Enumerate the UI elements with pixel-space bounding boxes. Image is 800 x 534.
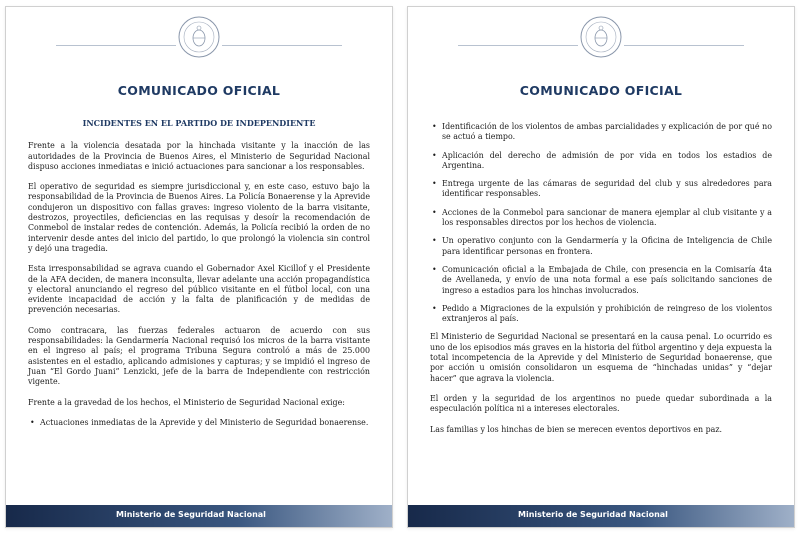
demands-list — [28, 418, 370, 428]
paragraph: El Ministerio de Seguridad Nacional se presentará en la causa penal. Lo ocurrido es uno de los episodios más graves en la historia del fútbol argentino y deja expuesta la total incompetencia de la Aprevide y del Ministerio de Seguridad bonaerense, que por acción u omisión consolidaron un esquema de “hinchadas unidas” y “dejar hacer” que agrava la violencia. — [430, 332, 772, 383]
paragraph: Las familias y los hinchas de bien se merecen eventos deportivos en paz. — [430, 424, 723, 434]
list-item: • Identificación de los violentos de ambas parcialidades y explicación de por qué no se actuó a tiempo. — [430, 122, 772, 143]
page-footer — [6, 505, 392, 527]
page-header — [408, 7, 794, 77]
paragraph: Como contracara, las fuerzas federales actuaron de acuerdo con sus responsabilidades: la Gendarmería Nacional requisó los micros de la barra visitante en el ingreso al país; el programa Tribuna Segura controló a más de 25.000 asistentes en el estadio, aplicando admisiones y capturas; y se impidió el ingreso de Juan “El Gordo Juani” Lenzicki, jefe de la barra de Independiente con restricción vigente. — [28, 325, 370, 387]
page-content — [408, 122, 794, 435]
document-page-left — [5, 6, 393, 528]
page-footer — [408, 505, 794, 527]
page-header — [6, 7, 392, 77]
list-item: • Pedido a Migraciones de la expulsión y prohibición de reingreso de los violentos extranjeros al país. — [430, 304, 772, 325]
header-rule-right — [624, 45, 744, 46]
demands-list — [430, 122, 772, 324]
ministry-seal-icon — [177, 15, 221, 59]
paragraph: El operativo de seguridad es siempre jurisdiccional y, en este caso, estuvo bajo la responsabilidad de la Provincia de Buenos Aires. La Policía Bonaerense y la Aprevide condujeron un dispositivo con fallas graves: ingreso violento de la barra visitante, destrozos, proyectiles, deficiencias en las requisas y desoír la recomendación de Conmebol de instalar redes de contención. Además, la Policía recibió la orden de no intervenir desde antes del inicio del partido, lo que prolongó la violencia sin control y dejó una tragedia. — [28, 182, 370, 253]
page-title: COMUNICADO OFICIAL — [519, 83, 683, 98]
list-item: • Comunicación oficial a la Embajada de Chile, con presencia en la Comisaría 4ta de Avellaneda, y envío de una nota formal a ese país solicitando sanciones de ingreso a estadios para los hinchas involucrados. — [430, 265, 772, 296]
paragraph: Frente a la gravedad de los hechos, el Ministerio de Seguridad Nacional exige: — [28, 397, 345, 407]
paragraph: Frente a la violencia desatada por la hinchada visitante y la inacción de las autoridades de la Provincia de Buenos Aires, el Ministerio de Seguridad Nacional dispuso acciones inmediatas e inició actuaciones para sancionar a los responsables. — [28, 141, 370, 171]
document-subtitle: INCIDENTES EN EL PARTIDO DE INDEPENDIENTE — [82, 118, 316, 128]
header-rule-left — [458, 45, 578, 46]
ministry-seal-icon — [579, 15, 623, 59]
header-rule-right — [222, 45, 342, 46]
document-page-right — [407, 6, 795, 528]
list-item: • Aplicación del derecho de admisión de por vida en todos los estadios de Argentina. — [430, 151, 772, 172]
page-content — [6, 118, 392, 428]
paragraph: El orden y la seguridad de los argentinos no puede quedar subordinada a la especulación política ni a intereses electorales. — [430, 393, 772, 414]
page-title: COMUNICADO OFICIAL — [117, 83, 281, 98]
list-item: • Actuaciones inmediatas de la Aprevide y del Ministerio de Seguridad bonaerense. — [28, 418, 370, 428]
footer-label: Ministerio de Seguridad Nacional — [518, 510, 668, 519]
list-item: • Entrega urgente de las cámaras de seguridad del club y sus alrededores para identificar responsables. — [430, 179, 772, 200]
paragraph: Esta irresponsabilidad se agrava cuando el Gobernador Axel Kicillof y el Presidente de la AFA deciden, de manera inconsulta, llevar adelante una acción propagandística y electoral anunciando el regreso del público visitante en el fútbol local, con una evidente incapacidad de acción y la falta de planificación y de medidas de prevención necesarias. — [28, 264, 370, 315]
list-item: • Acciones de la Conmebol para sancionar de manera ejemplar al club visitante y a los responsables directos por los hechos de violencia. — [430, 208, 772, 229]
footer-label: Ministerio de Seguridad Nacional — [116, 510, 266, 519]
header-rule-left — [56, 45, 176, 46]
list-item: • Un operativo conjunto con la Gendarmería y la Oficina de Inteligencia de Chile para identificar personas en frontera. — [430, 236, 772, 257]
